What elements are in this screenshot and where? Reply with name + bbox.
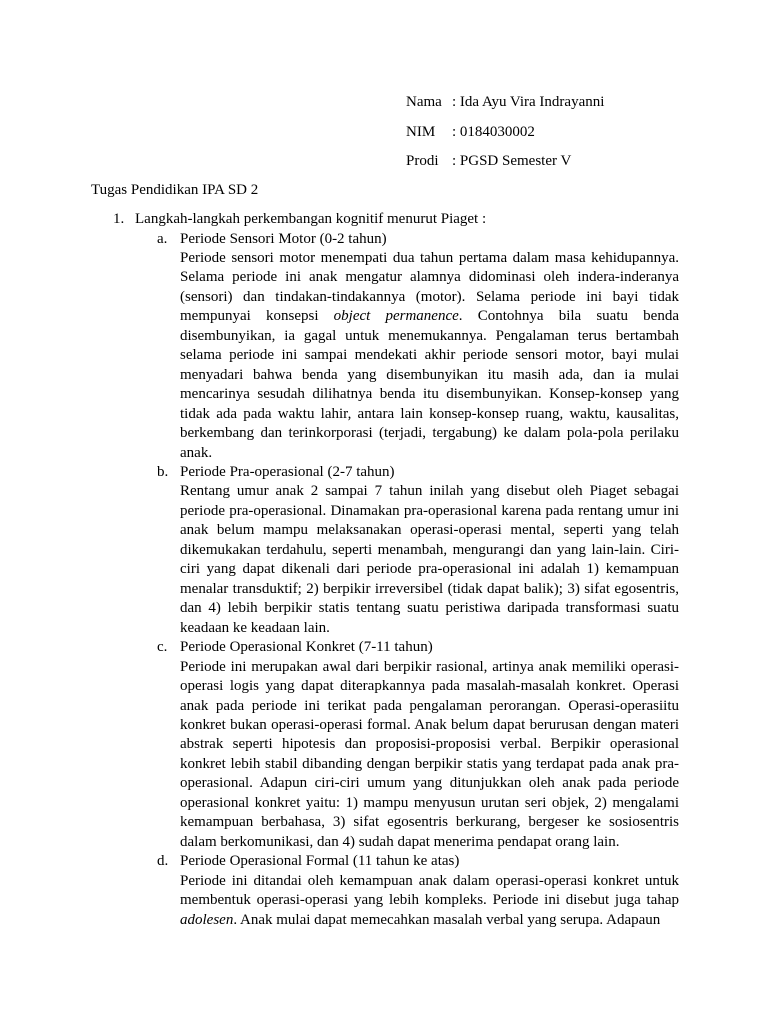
identity-row-nim: [406, 122, 604, 152]
period-title: Periode Sensori Motor (0-2 tahun): [180, 230, 387, 247]
period-body: Periode ini merupakan awal dari berpikir rasional, artinya anak memiliki operasi-operasi logis yang dapat diterapkannya pada masalah-masalah konkret. Operasi anak pada periode ini terikat pada pengalaman perorangan. Operasi-operasiitu konkret bukan operasi-operasi formal. Anak belum dapat berurusan dengan materi abstrak seperti hipotesis dan proposisi-proposisi verbal. Berpikir operasional konkret lebih stabil dibanding dengan berpikir statis yang terdapat pada anak pra-operasional. Adapun ciri-ciri umum yang ditunjukkan oleh anak pada periode operasional konkret yaitu: 1) mampu menyusun urutan seri objek, 2) mengalami kemampuan berbahasa, 3) sifat egosentris berkurang, bergeser ke sosiosentris dalam berkomunikasi, dan 4) sudah dapat menerima pendapat orang lain.: [180, 658, 679, 850]
question-number: 1.: [113, 211, 125, 227]
period-title: Periode Operasional Konkret (7-11 tahun): [180, 639, 433, 656]
document-title: Tugas Pendidikan IPA SD 2: [91, 182, 259, 198]
italic-term: adolesen: [180, 911, 234, 928]
period-body: [180, 872, 679, 930]
period-pra-operasional: [157, 463, 679, 638]
period-heading: [157, 852, 679, 872]
period-heading: [157, 230, 679, 250]
period-title: Periode Operasional Formal (11 tahun ke atas): [180, 853, 460, 870]
identity-value: : 0184030002: [452, 123, 535, 140]
question-1: [113, 210, 679, 930]
identity-label: NIM: [406, 123, 436, 140]
question-heading: [113, 210, 679, 230]
period-letter: c.: [157, 639, 168, 656]
period-sensori-motor: [157, 230, 679, 463]
body-text: . Contohnya bila suatu benda disembunyikan, ia gagal untuk menemukannya. Pengalaman terus bertambah selama periode ini sampai mendekati akhir periode sensori motor, bayi mulai menyadari bahwa benda yang disembunyikan itu masih ada, dan ia mulai mencarinya sesudah dilihatnya benda itu disembunyikan. Konsep-konsep yang tidak ada pada waktu lahir, antara lain konsep-konsep ruang, waktu, kausalitas, berkembang dan terinkorporasi (terjadi, tergabung) ke dalam pola-pola perilaku anak.: [180, 308, 679, 461]
identity-value: : Ida Ayu Vira Indrayanni: [452, 94, 605, 110]
question-text: Langkah-langkah perkembangan kognitif menurut Piaget :: [135, 211, 487, 227]
identity-value: : PGSD Semester V: [452, 153, 572, 169]
italic-term: object permanence: [333, 308, 459, 325]
period-letter: d.: [157, 853, 169, 870]
identity-row-prodi: [406, 151, 604, 181]
period-letter: a.: [157, 230, 168, 247]
identity-block: [406, 92, 604, 181]
period-operasional-konkret: [157, 638, 679, 852]
period-letter: b.: [157, 463, 169, 480]
identity-row-name: [406, 92, 604, 122]
body-text: Periode ini ditandai oleh kemampuan anak dalam operasi-operasi konkret untuk membentuk operasi-operasi yang lebih kompleks. Periode ini disebut juga tahap: [180, 872, 679, 909]
body-text: Periode sensori motor menempati dua tahun pertama dalam masa kehidupannya. Selama periode ini anak mengatur alamnya didominasi oleh indera-inderanya (sensori) dan tindakan-tindakannya (motor). Selama periode ini bayi tidak mempunyai konsepsi: [180, 250, 679, 325]
identity-label: Nama: [406, 94, 442, 110]
period-heading: [157, 463, 679, 483]
period-operasional-formal: [157, 852, 679, 930]
period-body: Rentang umur anak 2 sampai 7 tahun inilah yang disebut oleh Piaget sebagai periode pra-operasional. Dinamakan pra-operasional karena pada rentang umur ini anak belum mampu melaksanakan operasi-operasi mental, seperti yang telah dikemukakan terdahulu, seperti menambah, mengurangi dan yang lain-lain. Ciri-ciri yang dapat dikenali dari periode pra-operasional ini adalah 1) kemampuan menalar transduktif; 2) berpikir irreversibel (tidak dapat balik); 3) sifat egosentris, dan 4) lebih berpikir statis tentang suatu peristiwa daripada transformasi suatu keadaan ke keadaan lain.: [180, 483, 679, 636]
identity-label: Prodi: [406, 153, 439, 169]
period-heading: [157, 638, 679, 658]
period-body: [180, 249, 679, 463]
period-title: Periode Pra-operasional (2-7 tahun): [180, 463, 395, 480]
body-text: . Anak mulai dapat memecahkan masalah verbal yang serupa. Adapaun: [233, 911, 661, 928]
